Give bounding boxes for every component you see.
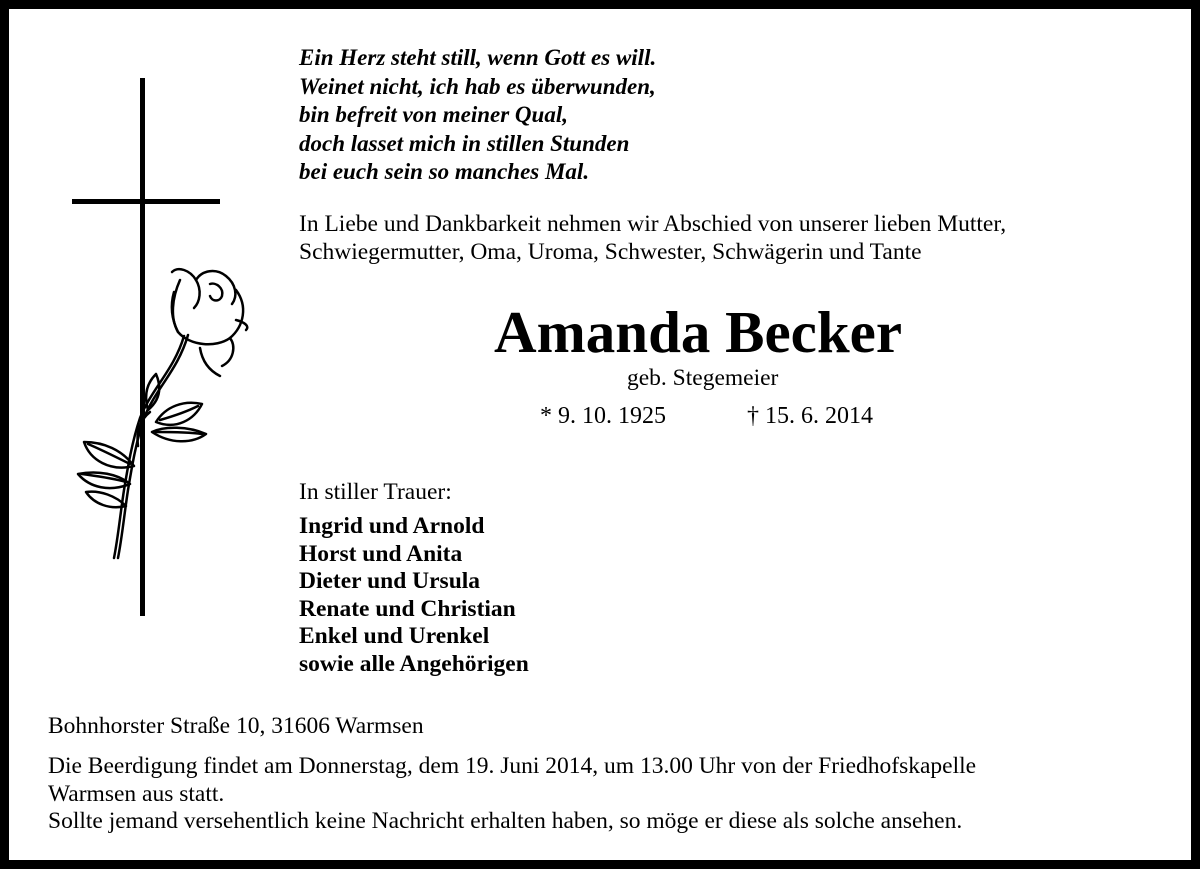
mourner-entry: Dieter und Ursula [299, 568, 481, 595]
birth-name: geb. Stegemeier [627, 365, 779, 391]
rose-icon [78, 269, 247, 558]
poem-line: Ein Herz steht still, wenn Gott es will. [299, 45, 657, 70]
farewell-line: In Liebe und Dankbarkeit nehmen wir Abschied von unserer lieben Mutter, [299, 211, 1007, 237]
farewell-line: Schwiegermutter, Oma, Uroma, Schwester, Schwägerin und Tante [299, 239, 922, 265]
cross-icon [72, 78, 220, 616]
poem-line: bin befreit von meiner Qual, [299, 102, 568, 127]
cross-rose-illustration [60, 70, 260, 630]
funeral-line: Sollte jemand versehentlich keine Nachricht erhalten haben, so möge er diese als solche ansehen. [48, 808, 963, 834]
funeral-info [48, 753, 976, 836]
mourners-list [299, 513, 529, 679]
death-date: † 15. 6. 2014 [747, 403, 873, 429]
funeral-line: Die Beerdigung findet am Donnerstag, dem 19. Juni 2014, um 13.00 Uhr von der Friedhofskapelle [48, 753, 977, 779]
birth-date: * 9. 10. 1925 [540, 403, 666, 429]
poem-line: Weinet nicht, ich hab es überwunden, [299, 73, 656, 99]
farewell-text [299, 210, 1006, 266]
mourner-entry: Horst und Anita [299, 540, 463, 567]
mourner-entry: Renate und Christian [299, 595, 516, 622]
address-line: Bohnhorster Straße 10, 31606 Warmsen [48, 713, 424, 739]
deceased-name: Amanda Becker [494, 299, 903, 365]
funeral-line: Warmsen aus statt. [48, 780, 225, 807]
poem-verse [299, 44, 656, 187]
poem-line: bei euch sein so manches Mal. [299, 159, 590, 184]
mourner-entry: Enkel und Urenkel [299, 623, 490, 650]
mourner-entry: sowie alle Angehörigen [299, 650, 529, 677]
poem-line: doch lasset mich in stillen Stunden [299, 130, 630, 156]
mourning-label: In stiller Trauer: [299, 479, 452, 505]
mourner-entry: Ingrid und Arnold [299, 513, 485, 539]
